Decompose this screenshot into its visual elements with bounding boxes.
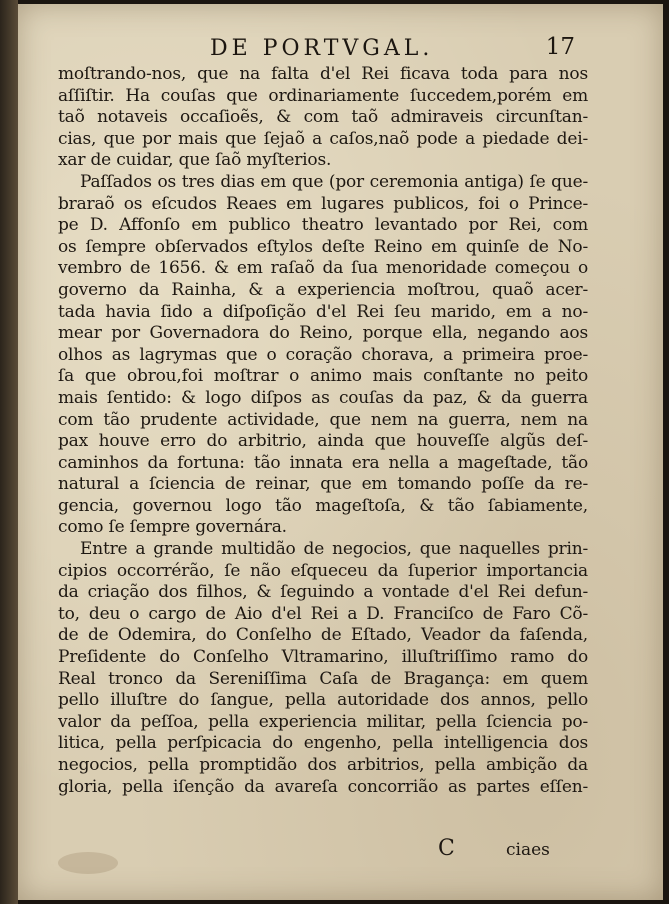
text-line: mear por Governadora do Reino, porque ella, negando aos	[58, 323, 588, 344]
text-line: mais ſentido: & logo diſpos as couſas da paz, & da guerra	[58, 387, 588, 408]
text-line: litica, pella perſpicacia do engenho, pella intelligencia dos	[58, 733, 588, 754]
text-line: gencia, governou logo tão mageſtoſa, & tão ſabiamente,	[58, 495, 588, 516]
text-line: caminhos da fortuna: tão innata era nella a mageſtade, tão	[58, 452, 588, 473]
page-header	[18, 34, 663, 68]
text-line: gloria, pella iſenção da avareſa concorrião as partes eſſen-	[58, 776, 588, 797]
text-line: negocios, pella promptidão dos arbitrios, pella ambição da	[58, 755, 588, 775]
text-line: aſſiſtir. Ha couſas que ordinariamente ſuccedem,porém em	[58, 85, 588, 106]
running-title: DE PORTVGAL.	[210, 36, 434, 61]
text-line: natural a ſciencia de reinar, que em tomando poſſe da re-	[58, 474, 588, 495]
text-line: Preſidente do Conſelho Vltramarino, illuſtriſſimo ramo do	[58, 647, 588, 668]
text-line: braraõ os eſcudos Reaes em lugares publicos, foi o Prince-	[58, 193, 588, 214]
catchword: ciaes	[506, 840, 550, 860]
book-gutter	[0, 0, 18, 904]
text-line: governo da Rainha, & a experiencia moſtrou, quaõ acer-	[58, 279, 588, 300]
text-line: tada havia ſido a diſpoſição d'el Rei ſeu marido, em a no-	[58, 301, 588, 322]
page-footer	[18, 836, 663, 862]
text-line: pax houve erro do arbitrio, ainda que houveſſe algũs deſ-	[58, 431, 588, 452]
text-line: como ſe ſempre governára.	[58, 517, 287, 538]
text-line: da criação dos filhos, & ſeguindo a vontade d'el Rei defun-	[58, 582, 588, 603]
text-line: taõ notaveis occaſioẽs, & com taõ admiraveis circunſtan-	[58, 107, 588, 128]
text-line: os ſempre obſervados eſtylos deſte Reino em quinſe de No-	[58, 236, 588, 257]
text-line: pe D. Affonſo em publico theatro levantado por Rei, com	[58, 215, 588, 236]
book-page	[18, 4, 663, 900]
text-line: cipios occorrérão, ſe não eſqueceu da ſuperior importancia	[58, 560, 588, 581]
text-line: moſtrando-nos, que na falta d'el Rei ficava toda para nos	[58, 64, 588, 84]
text-line: olhos as lagrymas que o coração chorava, a primeira proe-	[58, 344, 588, 365]
text-line: Entre a grande multidão de negocios, que naquelles prin-	[80, 539, 588, 560]
text-line: Real tronco da Sereniſſima Caſa de Bragança: em quem	[58, 668, 588, 689]
text-line: to, deu o cargo de Aio d'el Rei a D. Franciſco de Faro Cõ-	[58, 603, 588, 624]
text-line: vembro de 1656. & em raſaõ da ſua menoridade começou o	[58, 258, 588, 279]
text-line: cias, que por mais que ſejaõ a caſos,naõ pode a piedade dei-	[58, 128, 588, 149]
text-line: valor da peſſoa, pella experiencia militar, pella ſciencia po-	[58, 711, 588, 732]
signature-mark: C	[438, 836, 455, 861]
text-line: com tão prudente actividade, que nem na guerra, nem na	[58, 409, 588, 430]
text-line: pello illuſtre do ſangue, pella autoridade dos annos, pello	[58, 690, 588, 711]
text-line: ſa que obrou,foi moſtrar o animo mais conſtante no peito	[58, 366, 588, 387]
text-line: xar de cuidar, que ſaõ myſterios.	[58, 150, 332, 171]
text-line: de de Odemira, do Conſelho de Eſtado, Veador da faſenda,	[58, 625, 588, 646]
text-line: Paſſados os tres dias em que (por ceremonia antiga) ſe que-	[80, 171, 588, 192]
body-text	[58, 64, 588, 798]
page-number: 17	[545, 34, 575, 60]
